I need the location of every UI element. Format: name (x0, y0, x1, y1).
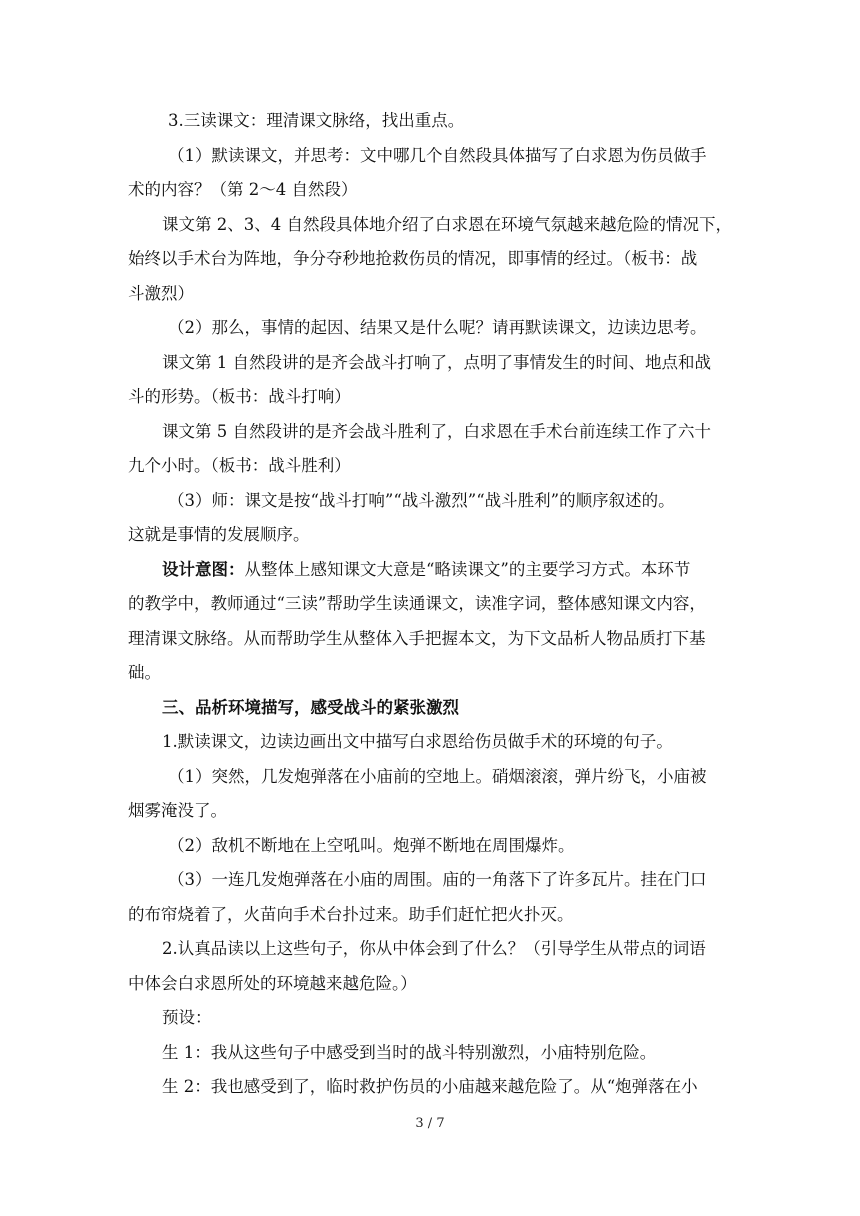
text-line: 斗激烈） (128, 283, 194, 303)
text-line: 生 2：我也感受到了，临时救护伤员的小庙越来越危险了。从“炮弹落在小 (162, 1077, 698, 1096)
text-line: （1）突然，几发炮弹落在小庙前的空地上。硝烟滚滚，弹片纷飞，小庙被 (168, 766, 707, 786)
text-line: 设计意图：从整体上感知课文大意是“略读课文”的主要学习方式。本环节 (162, 559, 691, 579)
page-number: 3 / 7 (415, 1116, 445, 1131)
text-line: 生 1：我从这些句子中感受到当时的战斗特别激烈，小庙特别危险。 (162, 1042, 657, 1062)
text-line: 斗的形势。（板书：战斗打响） (128, 387, 351, 406)
text-line: 2.认真品读以上这些句子，你从中体会到了什么？（引导学生从带点的词语 (162, 939, 706, 958)
text-line: 础。 (128, 663, 161, 682)
text-line: 3.三读课文：理清课文脉络，找出重点。 (168, 111, 465, 130)
text-line: （2）那么，事情的起因、结果又是什么呢？请再默读课文，边读边思考。 (168, 318, 707, 337)
text-line: （1）默读课文，并思考：文中哪几个自然段具体描写了白求恩为伤员做手 (168, 145, 707, 165)
text-line: 的教学中，教师通过“三读”帮助学生读通课文，读准字词，整体感知课文内容， (128, 594, 706, 613)
text-line: 理清课文脉络。从而帮助学生从整体入手把握本文，为下文品析人物品质打下基 (128, 628, 706, 648)
text-line: 始终以手术台为阵地，争分夺秒地抢救伤员的情况，即事情的经过。（板书：战 (128, 249, 698, 268)
document-body (128, 104, 734, 1105)
text-line: 烟雾淹没了。 (128, 801, 227, 820)
text-line: 这就是事情的发展顺序。 (128, 525, 310, 544)
text-line: 课文第 1 自然段讲的是齐会战斗打响了，点明了事情发生的时间、地点和战 (162, 352, 711, 372)
text-line: 课文第 2、3、4 自然段具体地介绍了白求恩在环境气氛越来越危险的情况下， (162, 214, 732, 234)
text-line: 术的内容？（第 2～4 自然段） (128, 180, 358, 199)
text-line: 预设： (162, 1008, 212, 1027)
text-line: （3）一连几发炮弹落在小庙的周围。庙的一角落下了许多瓦片。挂在门口 (168, 870, 707, 889)
text-line: 中体会白求恩所处的环境越来越危险。） (128, 973, 417, 993)
text-line: （3）师：课文是按“战斗打响”“战斗激烈”“战斗胜利”的顺序叙述的。 (168, 490, 675, 510)
section-heading: 三、品析环境描写，感受战斗的紧张激烈 (162, 697, 459, 717)
text-line: 1.默读课文，边读边画出文中描写白求恩给伤员做手术的环境的句子。 (162, 732, 673, 751)
text-line: 课文第 5 自然段讲的是齐会战斗胜利了，白求恩在手术台前连续工作了六十 (162, 421, 711, 441)
text-line: 的布帘烧着了，火苗向手术台扑过来。助手们赶忙把火扑灭。 (128, 904, 574, 924)
text-line: 九个小时。（板书：战斗胜利） (128, 456, 351, 475)
text-line: （2）敌机不断地在上空吼叫。炮弹不断地在周围爆炸。 (168, 835, 575, 855)
